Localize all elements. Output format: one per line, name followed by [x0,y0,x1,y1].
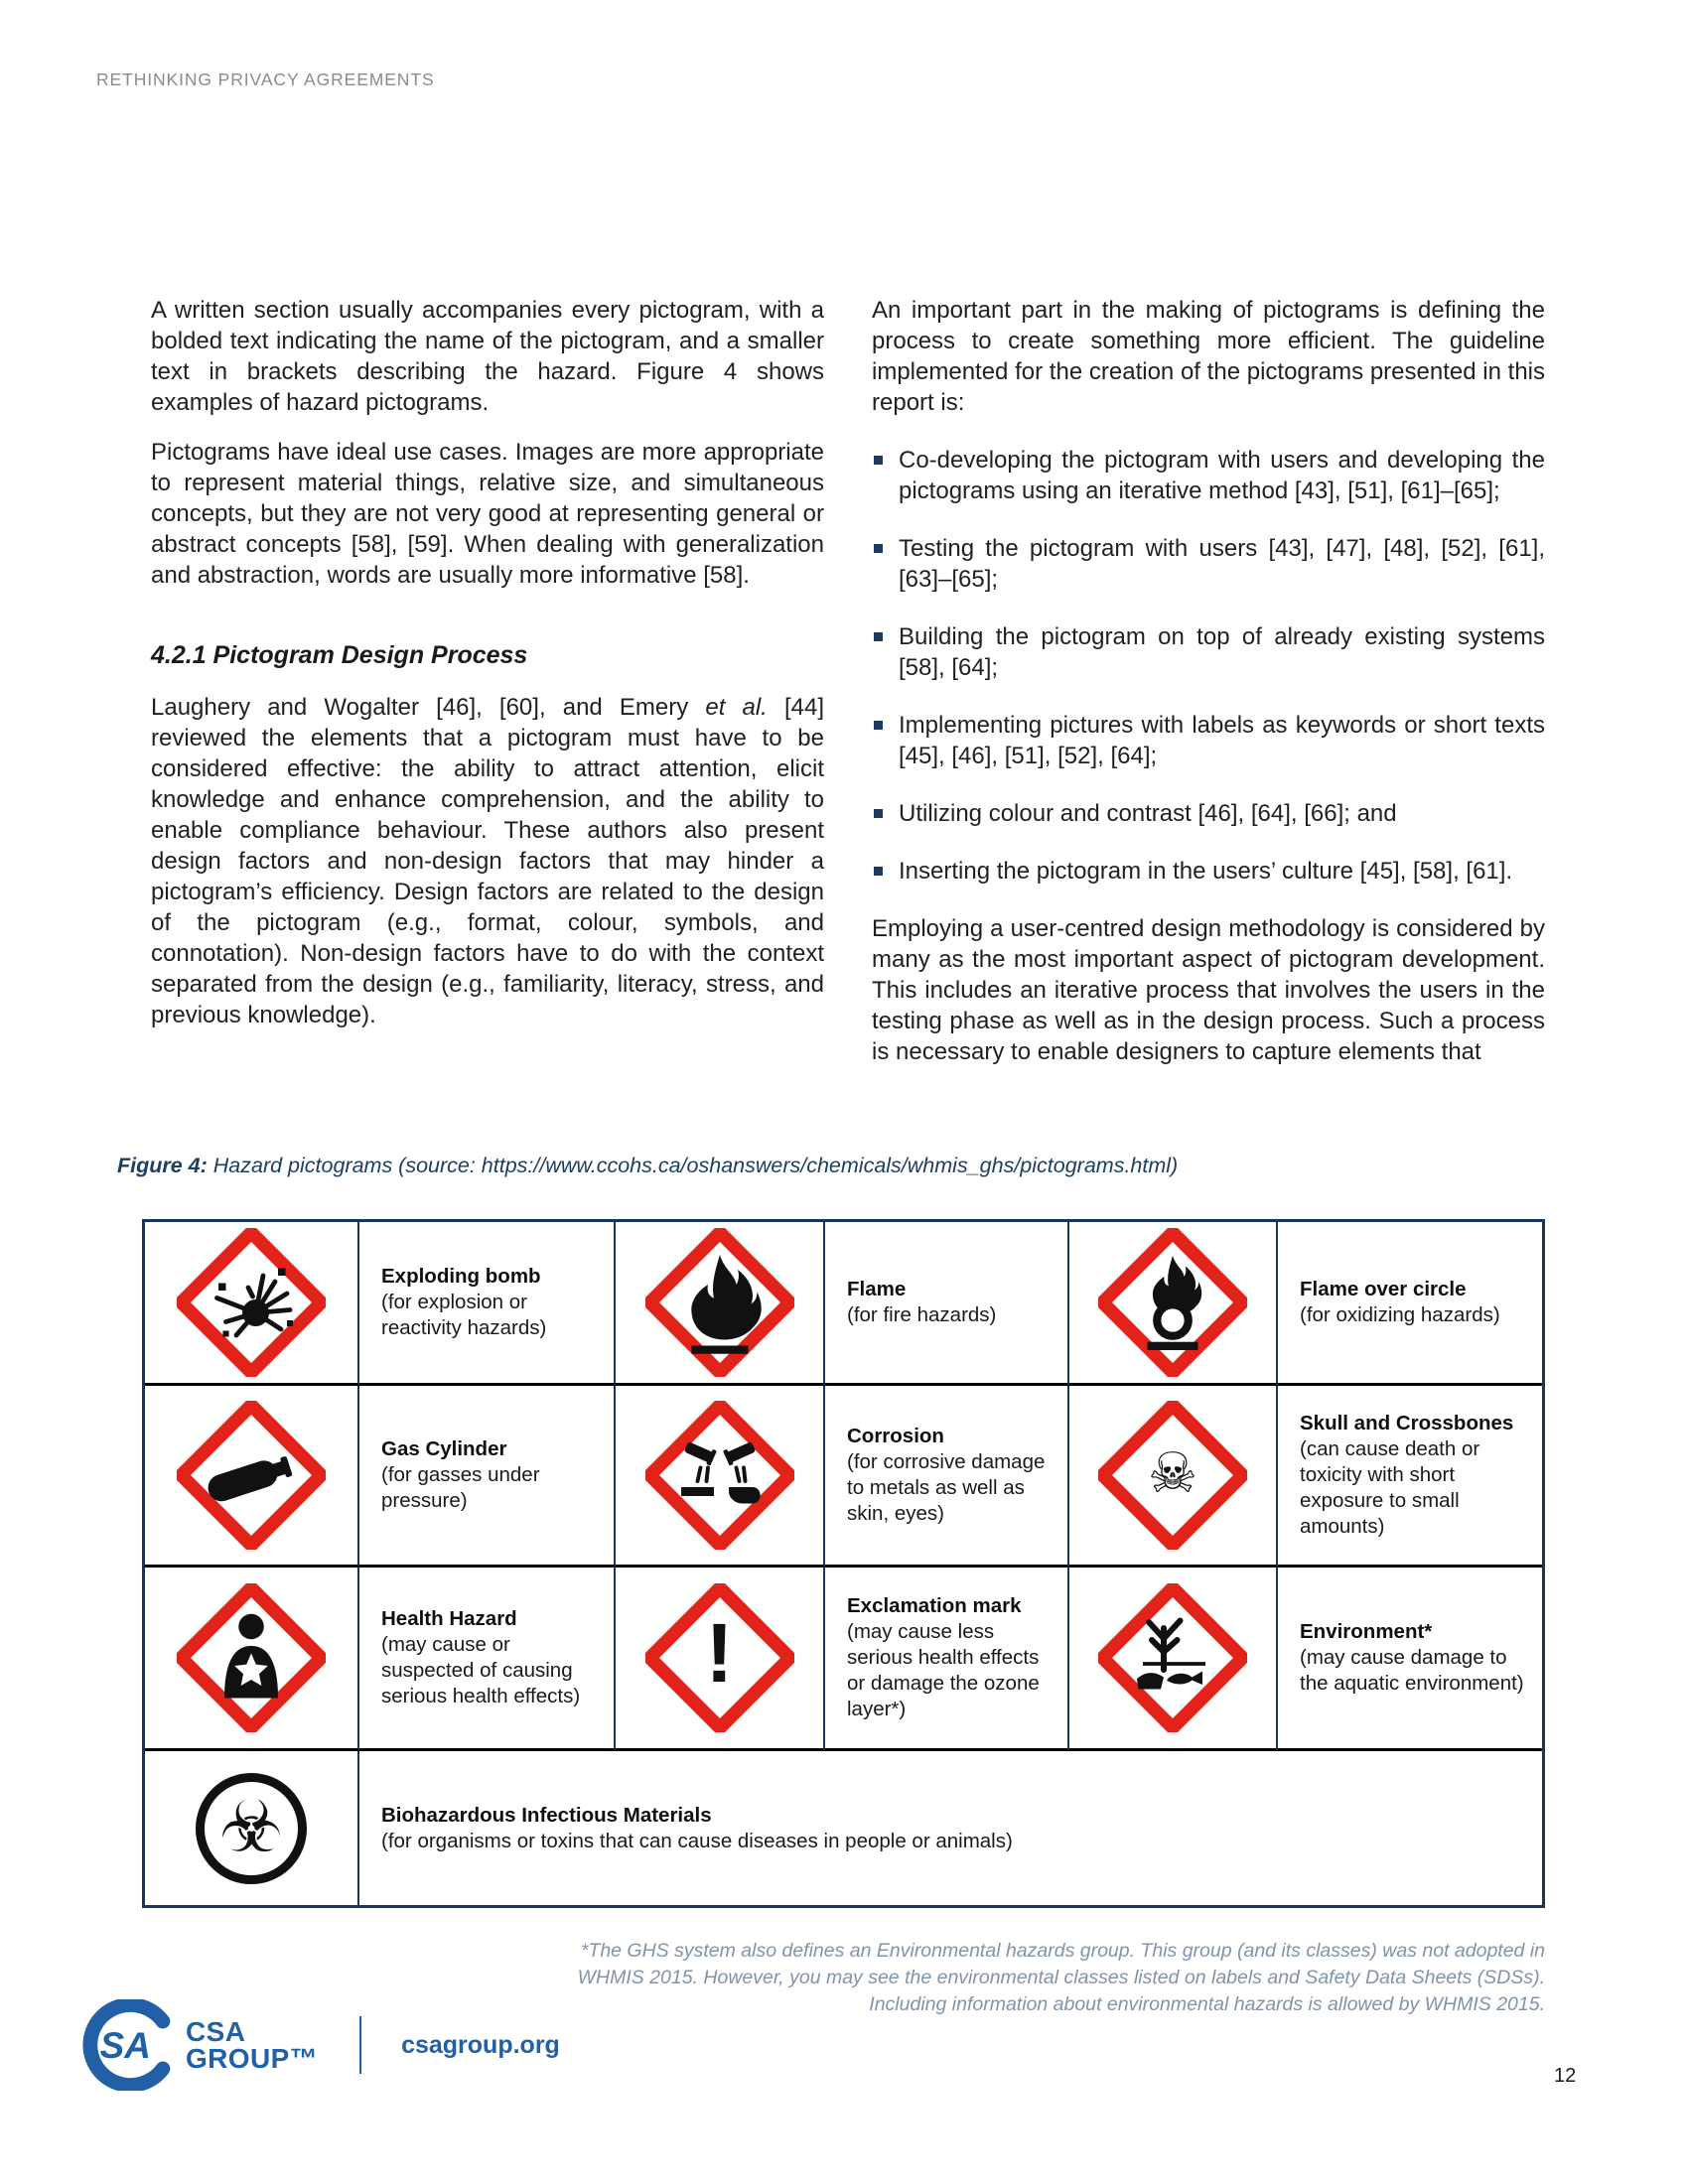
bullet-item [872,445,1545,506]
table-cell-label [1278,1568,1542,1751]
bullet-item [872,710,1545,771]
figure-caption [117,1154,1178,1178]
biohazard-glyph: ☣ [218,1784,284,1868]
environment-icon [1098,1583,1247,1732]
right-column [872,295,1545,1086]
left-column [151,295,824,1049]
bullet-item [872,621,1545,683]
paragraph: Pictograms have ideal use cases. Images are more appropriate to represent material things, relative size, and simultaneous concepts, but they are not very good at representing general or abstract concepts [58], [59]. When dealing with generalization and abstraction, words are usually more informative [58]. [151,439,824,589]
bullet-square-icon [874,544,883,553]
table-cell-icon [145,1386,359,1568]
table-cell-icon [1069,1386,1278,1568]
pictogram-name: Exclamation mark [847,1594,1022,1617]
pictogram-name: Skull and Crossbones [1300,1412,1514,1434]
flame-over-circle-icon [1098,1228,1247,1377]
table-cell-label [359,1222,616,1386]
paragraph [151,692,824,1030]
flame-icon [645,1228,794,1377]
footer-divider [359,2016,361,2074]
pictogram-description: (for explosion or reactivity hazards) [381,1291,547,1339]
running-header: RETHINKING PRIVACY AGREEMENTS [96,69,435,89]
pictogram-name: Environment* [1300,1620,1433,1643]
pictogram-name: Health Hazard [381,1607,517,1630]
bullet-text: Testing the pictogram with users [43], [47], [48], [52], [61], [63]–[65]; [899,535,1545,593]
bullet-square-icon [874,809,883,818]
guideline-bullet-list [872,445,1545,887]
pictogram-description: (for fire hazards) [847,1303,997,1326]
bullet-text: Building the pictogram on top of already existing systems [58], [64]; [899,623,1545,681]
gas-cylinder-icon [177,1401,326,1550]
paragraph: Employing a user-centred design methodology is considered by many as the most important aspect of pictogram development. This includes an iterative process that involves the users in the testing phase as well as in the design process. Such a process is necessary to enable designers to capture elements that [872,915,1545,1065]
table-cell-icon [145,1751,359,1905]
health-hazard-icon [177,1583,326,1732]
pictogram-description: (may cause or suspected of causing serious health effects) [381,1633,581,1707]
pictogram-description: (can cause death or toxicity with short exposure to small amounts) [1300,1437,1480,1538]
table-cell-label [1278,1222,1542,1386]
bullet-text: Inserting the pictogram in the users’ culture [45], [58], [61]. [899,858,1513,885]
hazard-pictogram-table [142,1219,1545,1908]
table-cell-icon [145,1222,359,1386]
csa-wordmark-line2: GROUP™ [186,2043,319,2074]
paragraph: A written section usually accompanies every pictogram, with a bolded text indicating the name of the pictogram, and a smaller text in brackets describing the hazard. Figure 4 shows examples of hazard pictograms. [151,297,824,416]
pictogram-name: Corrosion [847,1425,944,1447]
skull-and-crossbones-icon [1098,1401,1247,1550]
table-cell-icon [1069,1568,1278,1751]
bullet-text: Implementing pictures with labels as keywords or short texts [45], [46], [51], [52], [64]; [899,712,1545,769]
figure-caption-text: Hazard pictograms (source: https://www.ccohs.ca/oshanswers/chemicals/whmis_ghs/pictograms.html) [207,1154,1179,1177]
bullet-square-icon [874,721,883,730]
pictogram-name: Biohazardous Infectious Materials [381,1803,712,1827]
table-cell-label [359,1568,616,1751]
section-heading: 4.2.1 Pictogram Design Process [151,641,528,669]
paragraph-text: [44] reviewed the elements that a pictogram must have to be considered effective: the ability to attract attention, elicit knowledge and enhance comprehension, and the ability to enable compliance behaviour. These authors also present design factors and non-design factors that may hinder a pictogram’s efficiency. Design factors are related to the design of the pictogram (e.g., format, colour, symbols, and connotation). Non-design factors have to do with the context separated from the design (e.g., familiarity, literacy, stress, and previous knowledge). [151,694,824,1028]
table-cell-label [1278,1386,1542,1568]
table-cell-icon [616,1568,825,1751]
table-cell-label [825,1568,1069,1751]
pictogram-name: Flame [847,1278,907,1300]
skull-glyph: ☠ [1147,1440,1198,1506]
corrosion-icon [645,1401,794,1550]
csa-wordmark [186,2018,318,2072]
exclamation-glyph: ! [705,1605,734,1700]
pictogram-description: (for oxidizing hazards) [1300,1303,1500,1326]
table-cell-label [359,1386,616,1568]
page-footer [82,1999,560,2091]
paragraph: An important part in the making of pictograms is defining the process to create something more efficient. The guideline implemented for the creation of the pictograms presented in this report is: [872,297,1545,416]
csa-wordmark-line1: CSA [186,2016,246,2047]
pictogram-name: Exploding bomb [381,1265,541,1288]
bullet-item [872,798,1545,829]
bullet-text: Co-developing the pictogram with users and developing the pictograms using an iterative method [43], [51], [61]–[65]; [899,447,1545,504]
biohazard-icon [196,1773,307,1884]
figure-caption-label: Figure 4: [117,1154,208,1177]
website-link[interactable]: csagroup.org [401,2030,560,2059]
table-cell-icon [1069,1222,1278,1386]
bullet-square-icon [874,456,883,465]
pictogram-description: (may cause damage to the aquatic environment) [1300,1646,1524,1695]
bullet-item [872,856,1545,887]
bullet-item [872,533,1545,595]
table-cell-label [825,1386,1069,1568]
paragraph-text: Laughery and Wogalter [46], [60], and Emery [151,694,706,721]
page-number: 12 [1554,2065,1577,2087]
csa-logo-monogram: SA [99,2024,151,2066]
pictogram-description: (for organisms or toxins that can cause diseases in people or animals) [381,1829,1013,1852]
table-cell-label [359,1751,1542,1905]
pictogram-name: Gas Cylinder [381,1437,507,1460]
exploding-bomb-icon [177,1228,326,1377]
figure-footnote: *The GHS system also defines an Environmental hazards group. This group (and its classes) was not adopted in WHMIS 2015. However, you may see the environmental classes listed on labels and Safety Data Sheets (SDSs). Including information about environmental hazards is allowed by WHMIS 2015. [577,1940,1545,2015]
pictogram-description: (may cause less serious health effects or damage the ozone layer*) [847,1620,1040,1720]
table-cell-label [825,1222,1069,1386]
et-al-italic: et al. [705,694,768,721]
exclamation-mark-icon [645,1583,794,1732]
bullet-square-icon [874,867,883,876]
table-cell-icon [145,1568,359,1751]
pictogram-name: Flame over circle [1300,1278,1467,1300]
bullet-text: Utilizing colour and contrast [46], [64], [66]; and [899,800,1397,827]
table-cell-icon [616,1222,825,1386]
csa-logo-icon [82,1999,174,2091]
bullet-square-icon [874,632,883,641]
pictogram-description: (for gasses under pressure) [381,1463,540,1512]
table-cell-icon [616,1386,825,1568]
pictogram-description: (for corrosive damage to metals as well as skin, eyes) [847,1450,1046,1525]
